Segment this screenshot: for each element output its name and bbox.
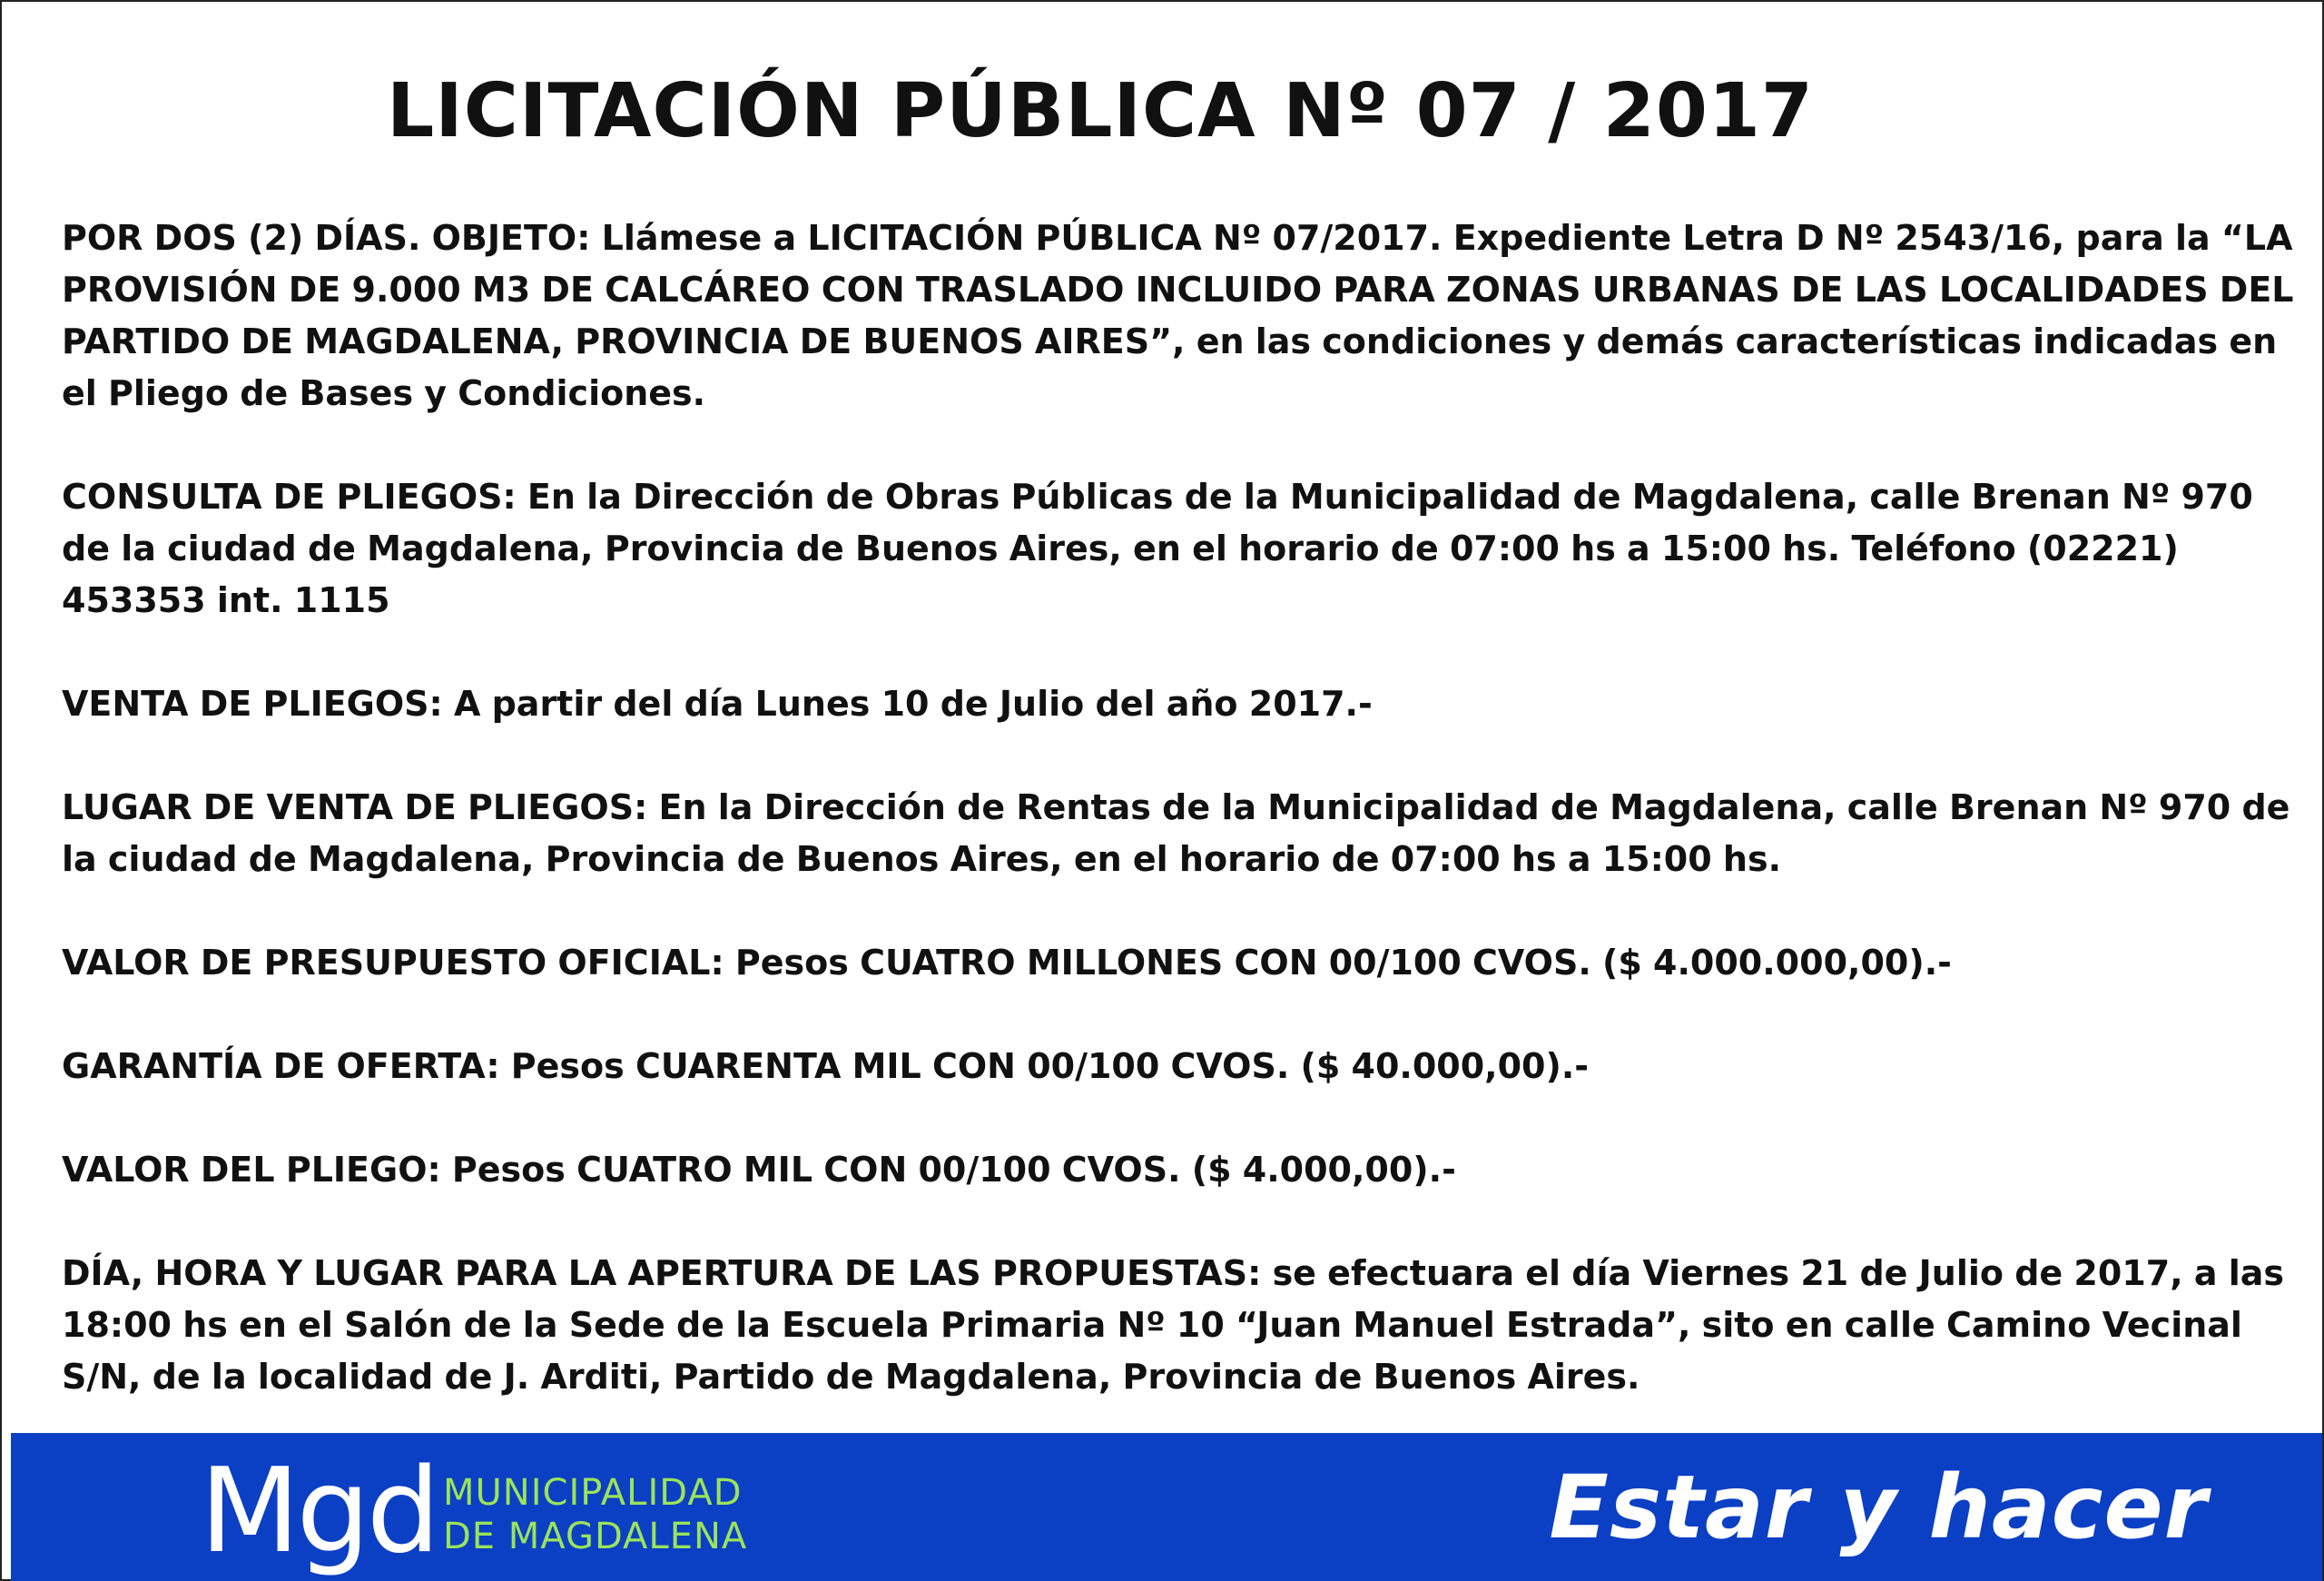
notice-title: LICITACIÓN PÚBLICA Nº 07 / 2017: [387, 68, 1814, 154]
paragraph-consulta-pliegos: CONSULTA DE PLIEGOS: En la Dirección de Obras Públicas de la Municipalidad de Magdalena, calle Brenan Nº 970 de la ciudad de Magdalena, Provincia de Buenos Aires, en el horario de 07:00 hs a 15:00 hs. Teléfono (02221) 453353 int. 1115: [62, 477, 2253, 620]
paragraph-apertura: DÍA, HORA Y LUGAR PARA LA APERTURA DE LAS PROPUESTAS: se efectuara el día Viernes 21 de Julio de 2017, a las 18:00 hs en el Salón de la Sede de la Escuela Primaria Nº 10 “Juan Manuel Estrada”, sito en calle Camino Vecinal S/N, de la localidad de J. Arditi, Partido de Magdalena, Provincia de Buenos Aires.: [62, 1253, 2285, 1397]
logo-line-2: DE MAGDALENA: [443, 1516, 748, 1557]
footer-band: [11, 1433, 2322, 1581]
slogan: Estar y hacer: [1549, 1457, 2208, 1558]
paragraph-lugar-venta: LUGAR DE VENTA DE PLIEGOS: En la Dirección de Rentas de la Municipalidad de Magdalena, calle Brenan Nº 970 de la ciudad de Magdalena, Provincia de Buenos Aires, en el horario de 07:00 hs a 15:00 hs.: [62, 787, 2290, 879]
paragraph-garantia: GARANTÍA DE OFERTA: Pesos CUARENTA MIL CON 00/100 CVOS. ($ 40.000,00).-: [62, 1046, 1590, 1086]
notice-body: [62, 212, 2304, 1403]
municipality-logo-text: [443, 1471, 747, 1558]
logo-line-1: MUNICIPALIDAD: [443, 1472, 743, 1514]
municipality-logo-mark: Mgd: [200, 1444, 437, 1579]
paragraph-venta-pliegos: VENTA DE PLIEGOS: A partir del día Lunes 10 de Julio del año 2017.-: [62, 684, 1373, 724]
paragraph-presupuesto: VALOR DE PRESUPUESTO OFICIAL: Pesos CUATRO MILLONES CON 00/100 CVOS. ($ 4.000.000,00).-: [62, 943, 1952, 983]
paragraph-valor-pliego: VALOR DEL PLIEGO: Pesos CUATRO MIL CON 00/100 CVOS. ($ 4.000,00).-: [62, 1150, 1456, 1190]
paragraph-objeto: POR DOS (2) DÍAS. OBJETO: Llámese a LICITACIÓN PÚBLICA Nº 07/2017. Expediente Letra D Nº 2543/16, para la “LA PROVISIÓN DE 9.000 M3 DE CALCÁREO CON TRASLADO INCLUIDO PARA ZONAS URBANAS DE LAS LOCALIDADES DEL PARTIDO DE MAGDALENA, PROVINCIA DE BUENOS AIRES”, en las condiciones y demás características indicadas en el Pliego de Bases y Condiciones.: [62, 218, 2294, 413]
